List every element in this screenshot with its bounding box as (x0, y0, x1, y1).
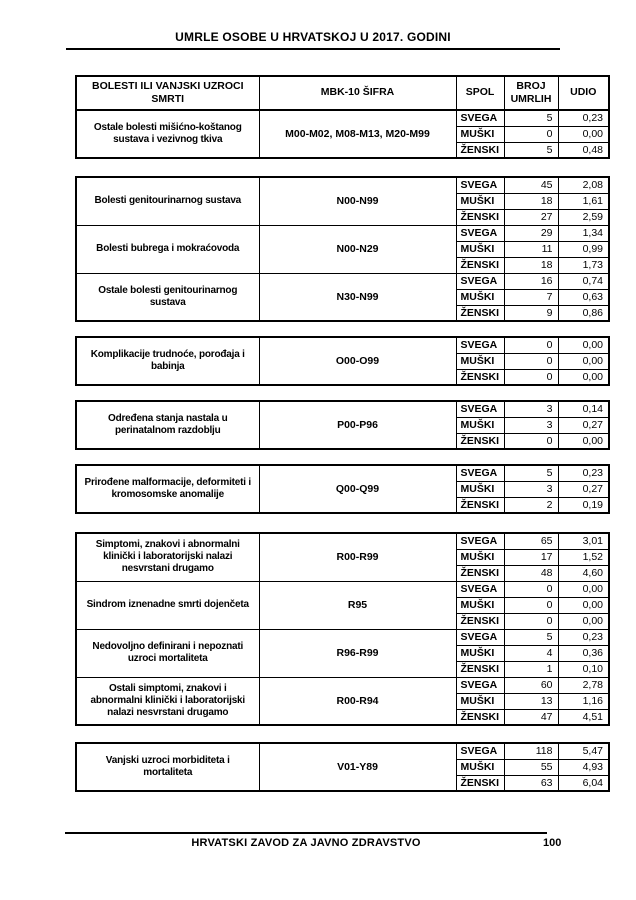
share-cell: 0,00 (558, 581, 609, 597)
sex-cell: ŽENSKI (456, 565, 504, 581)
sex-cell: ŽENSKI (456, 142, 504, 158)
column-header: MBK-10 ŠIFRA (259, 76, 456, 110)
share-cell: 2,78 (558, 677, 609, 693)
deaths-count-cell: 18 (504, 257, 558, 273)
deaths-count-cell: 0 (504, 126, 558, 142)
sex-cell: SVEGA (456, 465, 504, 481)
deaths-count-cell: 5 (504, 465, 558, 481)
deaths-count-cell: 5 (504, 142, 558, 158)
table-row (76, 533, 609, 549)
share-cell: 4,93 (558, 759, 609, 775)
deaths-count-cell: 3 (504, 401, 558, 417)
deaths-count-cell: 55 (504, 759, 558, 775)
share-cell: 0,27 (558, 417, 609, 433)
table-block (75, 336, 610, 386)
table-blocks (75, 75, 609, 792)
deaths-count-cell: 27 (504, 209, 558, 225)
table-row (76, 177, 609, 193)
share-cell: 1,34 (558, 225, 609, 241)
sex-cell: SVEGA (456, 629, 504, 645)
footer-organization: HRVATSKI ZAVOD ZA JAVNO ZDRAVSTVO (191, 837, 421, 849)
sex-cell: SVEGA (456, 401, 504, 417)
share-cell: 0,23 (558, 629, 609, 645)
share-cell: 0,23 (558, 110, 609, 126)
disease-cell: Prirođene malformacije, deformiteti i kromosomske anomalije (76, 465, 259, 513)
mkb10-code-cell: N30-N99 (259, 273, 456, 321)
disease-cell: Bolesti bubrega i mokraćovoda (76, 225, 259, 273)
deaths-count-cell: 29 (504, 225, 558, 241)
share-cell: 0,19 (558, 497, 609, 513)
disease-cell: Ostali simptomi, znakovi i abnormalni klinički i laboratorijski nalazi nesvrstani drugamo (76, 677, 259, 725)
share-cell: 1,16 (558, 693, 609, 709)
share-cell: 0,99 (558, 241, 609, 257)
sex-cell: SVEGA (456, 677, 504, 693)
share-cell: 0,10 (558, 661, 609, 677)
page-header (66, 30, 560, 50)
table-block (75, 464, 610, 514)
table-row (76, 110, 609, 126)
column-header: BROJ UMRLIH (504, 76, 558, 110)
table-row (76, 401, 609, 417)
deaths-count-cell: 60 (504, 677, 558, 693)
deaths-count-cell: 0 (504, 433, 558, 449)
share-cell: 0,74 (558, 273, 609, 289)
share-cell: 0,14 (558, 401, 609, 417)
page-number: 100 (543, 837, 562, 849)
share-cell: 2,08 (558, 177, 609, 193)
column-header: UDIO (558, 76, 609, 110)
share-cell: 0,00 (558, 613, 609, 629)
share-cell: 5,47 (558, 743, 609, 759)
column-header: SPOL (456, 76, 504, 110)
column-header: BOLESTI ILI VANJSKI UZROCI SMRTI (76, 76, 259, 110)
share-cell: 0,86 (558, 305, 609, 321)
sex-cell: MUŠKI (456, 289, 504, 305)
share-cell: 0,00 (558, 353, 609, 369)
sex-cell: ŽENSKI (456, 257, 504, 273)
deaths-count-cell: 0 (504, 613, 558, 629)
sex-cell: MUŠKI (456, 645, 504, 661)
mkb10-code-cell: O00-O99 (259, 337, 456, 385)
table-row (76, 337, 609, 353)
sex-cell: MUŠKI (456, 417, 504, 433)
share-cell: 0,48 (558, 142, 609, 158)
disease-cell: Bolesti genitourinarnog sustava (76, 177, 259, 225)
sex-cell: MUŠKI (456, 353, 504, 369)
sex-cell: MUŠKI (456, 549, 504, 565)
share-cell: 0,00 (558, 126, 609, 142)
deaths-count-cell: 13 (504, 693, 558, 709)
disease-cell: Simptomi, znakovi i abnormalni klinički i laboratorijski nalazi nesvrstani drugamo (76, 533, 259, 581)
share-cell: 0,00 (558, 337, 609, 353)
table-block (75, 532, 610, 726)
deaths-count-cell: 18 (504, 193, 558, 209)
disease-cell: Ostale bolesti mišićno-koštanog sustava i vezivnog tkiva (76, 110, 259, 158)
disease-cell: Određena stanja nastala u perinatalnom razdoblju (76, 401, 259, 449)
disease-cell: Sindrom iznenadne smrti dojenčeta (76, 581, 259, 629)
deaths-count-cell: 45 (504, 177, 558, 193)
share-cell: 3,01 (558, 533, 609, 549)
deaths-count-cell: 16 (504, 273, 558, 289)
share-cell: 4,60 (558, 565, 609, 581)
mkb10-code-cell: N00-N29 (259, 225, 456, 273)
sex-cell: ŽENSKI (456, 709, 504, 725)
disease-cell: Ostale bolesti genitourinarnog sustava (76, 273, 259, 321)
mkb10-code-cell: R00-R99 (259, 533, 456, 581)
sex-cell: MUŠKI (456, 241, 504, 257)
mkb10-code-cell: R00-R94 (259, 677, 456, 725)
deaths-count-cell: 5 (504, 110, 558, 126)
sex-cell: ŽENSKI (456, 369, 504, 385)
deaths-count-cell: 65 (504, 533, 558, 549)
sex-cell: MUŠKI (456, 193, 504, 209)
share-cell: 0,36 (558, 645, 609, 661)
table-row (76, 677, 609, 693)
sex-cell: ŽENSKI (456, 661, 504, 677)
table-row (76, 629, 609, 645)
deaths-count-cell: 4 (504, 645, 558, 661)
mkb10-code-cell: V01-Y89 (259, 743, 456, 791)
deaths-count-cell: 2 (504, 497, 558, 513)
page-title: UMRLE OSOBE U HRVATSKOJ U 2017. GODINI (175, 30, 451, 44)
sex-cell: MUŠKI (456, 126, 504, 142)
deaths-count-cell: 118 (504, 743, 558, 759)
deaths-count-cell: 0 (504, 581, 558, 597)
header-row (76, 76, 609, 110)
deaths-count-cell: 3 (504, 481, 558, 497)
share-cell: 0,00 (558, 369, 609, 385)
sex-cell: MUŠKI (456, 759, 504, 775)
mkb10-code-cell: R95 (259, 581, 456, 629)
table-row (76, 581, 609, 597)
share-cell: 0,63 (558, 289, 609, 305)
share-cell: 1,52 (558, 549, 609, 565)
table-row (76, 225, 609, 241)
sex-cell: SVEGA (456, 581, 504, 597)
mkb10-code-cell: R96-R99 (259, 629, 456, 677)
table-block (75, 742, 610, 792)
disease-cell: Komplikacije trudnoće, porođaja i babinja (76, 337, 259, 385)
mkb10-code-cell: Q00-Q99 (259, 465, 456, 513)
share-cell: 0,27 (558, 481, 609, 497)
deaths-count-cell: 1 (504, 661, 558, 677)
share-cell: 4,51 (558, 709, 609, 725)
share-cell: 1,61 (558, 193, 609, 209)
sex-cell: SVEGA (456, 273, 504, 289)
sex-cell: SVEGA (456, 533, 504, 549)
sex-cell: ŽENSKI (456, 209, 504, 225)
sex-cell: ŽENSKI (456, 613, 504, 629)
deaths-count-cell: 9 (504, 305, 558, 321)
share-cell: 1,73 (558, 257, 609, 273)
sex-cell: SVEGA (456, 743, 504, 759)
mkb10-code-cell: N00-N99 (259, 177, 456, 225)
sex-cell: ŽENSKI (456, 305, 504, 321)
table-row (76, 465, 609, 481)
disease-cell: Vanjski uzroci morbiditeta i mortaliteta (76, 743, 259, 791)
share-cell: 0,00 (558, 597, 609, 613)
page-footer (65, 832, 547, 849)
share-cell: 0,23 (558, 465, 609, 481)
sex-cell: MUŠKI (456, 597, 504, 613)
table-block (75, 75, 610, 159)
deaths-count-cell: 7 (504, 289, 558, 305)
sex-cell: ŽENSKI (456, 433, 504, 449)
table-block (75, 176, 610, 322)
table-row (76, 743, 609, 759)
sex-cell: MUŠKI (456, 481, 504, 497)
share-cell: 6,04 (558, 775, 609, 791)
deaths-count-cell: 0 (504, 369, 558, 385)
table-block (75, 400, 610, 450)
deaths-count-cell: 11 (504, 241, 558, 257)
deaths-count-cell: 47 (504, 709, 558, 725)
deaths-count-cell: 5 (504, 629, 558, 645)
disease-cell: Nedovoljno definirani i nepoznati uzroci mortaliteta (76, 629, 259, 677)
mkb10-code-cell: P00-P96 (259, 401, 456, 449)
sex-cell: MUŠKI (456, 693, 504, 709)
deaths-count-cell: 63 (504, 775, 558, 791)
deaths-count-cell: 3 (504, 417, 558, 433)
deaths-count-cell: 48 (504, 565, 558, 581)
share-cell: 0,00 (558, 433, 609, 449)
sex-cell: SVEGA (456, 177, 504, 193)
mkb10-code-cell: M00-M02, M08-M13, M20-M99 (259, 110, 456, 158)
sex-cell: SVEGA (456, 110, 504, 126)
sex-cell: ŽENSKI (456, 775, 504, 791)
sex-cell: SVEGA (456, 337, 504, 353)
deaths-count-cell: 0 (504, 353, 558, 369)
deaths-count-cell: 17 (504, 549, 558, 565)
deaths-count-cell: 0 (504, 337, 558, 353)
deaths-count-cell: 0 (504, 597, 558, 613)
table-row (76, 273, 609, 289)
sex-cell: SVEGA (456, 225, 504, 241)
sex-cell: ŽENSKI (456, 497, 504, 513)
share-cell: 2,59 (558, 209, 609, 225)
